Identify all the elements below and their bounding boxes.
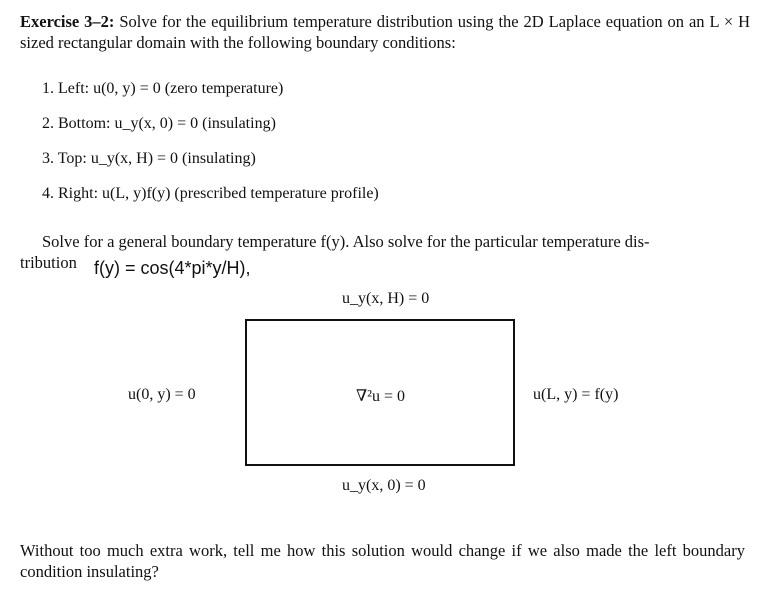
exercise-intro [20, 11, 750, 53]
final-question: Without too much extra work, tell me how this solution would change if we also made the left boundary condition insulating? [20, 541, 745, 581]
condition-1-num: 1. [42, 80, 54, 97]
diagram-right-label: u(L, y) = f(y) [533, 386, 619, 403]
exercise-text: Solve for the equilibrium temperature distribution using the 2D Laplace equation on an L × H sized rectangular domain with the following boundary conditions: [20, 12, 750, 52]
solve-formula: f(y) = cos(4*pi*y/H), [94, 258, 251, 278]
diagram-top-label: u_y(x, H) = 0 [342, 290, 430, 307]
solve-line-2-prefix: tribution [20, 253, 77, 272]
condition-4 [42, 185, 379, 203]
condition-1-text: Left: u(0, y) = 0 (zero temperature) [58, 80, 284, 97]
condition-4-text: Right: u(L, y)f(y) (prescribed temperature profile) [58, 185, 379, 202]
solve-line-1: Solve for a general boundary temperature f(y). Also solve for the particular temperature dis- [42, 232, 650, 251]
diagram-center-label: ∇²u = 0 [356, 388, 405, 405]
condition-2 [42, 115, 276, 133]
exercise-heading: Exercise 3–2: [20, 12, 115, 31]
condition-1 [42, 80, 283, 98]
diagram-left-label: u(0, y) = 0 [128, 386, 196, 403]
condition-2-num: 2. [42, 115, 54, 132]
diagram-bottom-label: u_y(x, 0) = 0 [342, 477, 426, 494]
condition-3-num: 3. [42, 150, 54, 167]
condition-4-num: 4. [42, 185, 54, 202]
condition-3-text: Top: u_y(x, H) = 0 (insulating) [57, 150, 256, 167]
condition-2-text: Bottom: u_y(x, 0) = 0 (insulating) [58, 115, 276, 132]
condition-3 [42, 150, 256, 168]
